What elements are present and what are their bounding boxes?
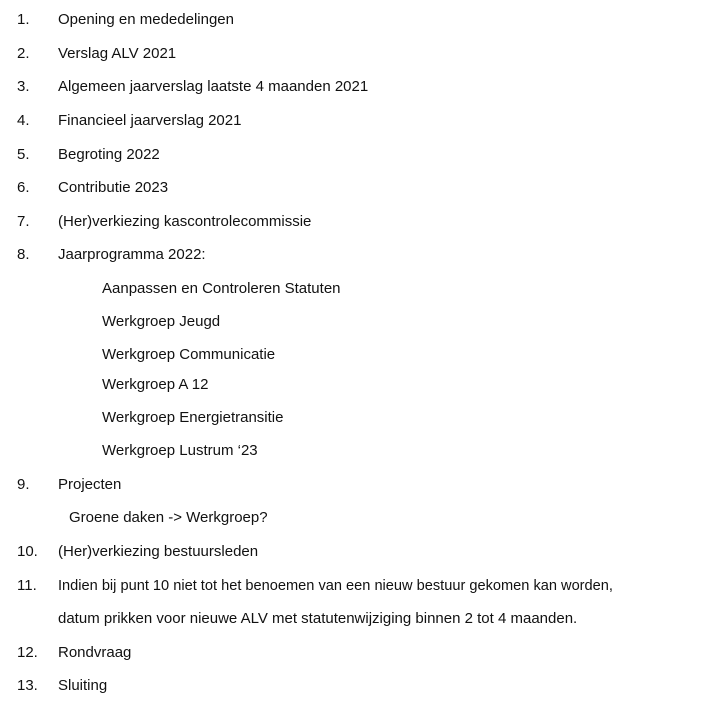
agenda-item-number: 12. [17,644,38,661]
agenda-item-number: 1. [17,11,30,28]
agenda-subitem-text: Werkgroep Jeugd [102,313,221,330]
agenda-item-number: 9. [17,476,30,493]
agenda-item-number: 11. [17,577,37,594]
agenda-item-number: 6. [17,179,30,196]
agenda-subitem-text: Aanpassen en Controleren Statuten [102,280,341,297]
agenda-item-number: 13. [17,677,38,694]
agenda-item-number: 8. [17,246,30,263]
agenda-item-text: Indien bij punt 10 niet tot het benoemen van een nieuw bestuur gekomen kan worden, [58,578,613,594]
agenda-item-text: Sluiting [58,677,108,694]
agenda-item-number: 3. [17,78,30,95]
agenda-subitem-text: Werkgroep A 12 [102,376,209,393]
agenda-item-text: Algemeen jaarverslag laatste 4 maanden 2021 [58,78,369,95]
agenda-item-text: (Her)verkiezing bestuursleden [58,543,259,560]
agenda-item-text: Verslag ALV 2021 [58,45,177,62]
agenda-item-text: (Her)verkiezing kascontrolecommissie [58,213,312,230]
agenda-item-continuation-text: datum prikken voor nieuwe ALV met statutenwijziging binnen 2 tot 4 maanden. [58,610,578,627]
agenda-item-text: Contributie 2023 [58,179,169,196]
agenda-item-number: 2. [17,45,30,62]
agenda-subitem-text: Werkgroep Energietransitie [102,409,284,426]
agenda-item-text: Rondvraag [58,644,132,661]
agenda-item-text: Begroting 2022 [58,146,160,163]
agenda-subitem-text: Werkgroep Lustrum ‘23 [102,442,258,459]
agenda-item-text: Jaarprogramma 2022: [58,246,206,263]
agenda-subitem-text: Werkgroep Communicatie [102,346,276,363]
agenda-item-text: Opening en mededelingen [58,11,234,28]
agenda-item-text: Projecten [58,476,122,493]
agenda-item-number: 4. [17,112,30,129]
agenda-subitem-text: Groene daken -> Werkgroep? [69,509,268,526]
agenda-item-number: 5. [17,146,30,163]
agenda-item-text: Financieel jaarverslag 2021 [58,112,242,129]
agenda-item-number: 7. [17,213,30,230]
agenda-item-number: 10. [17,543,38,560]
